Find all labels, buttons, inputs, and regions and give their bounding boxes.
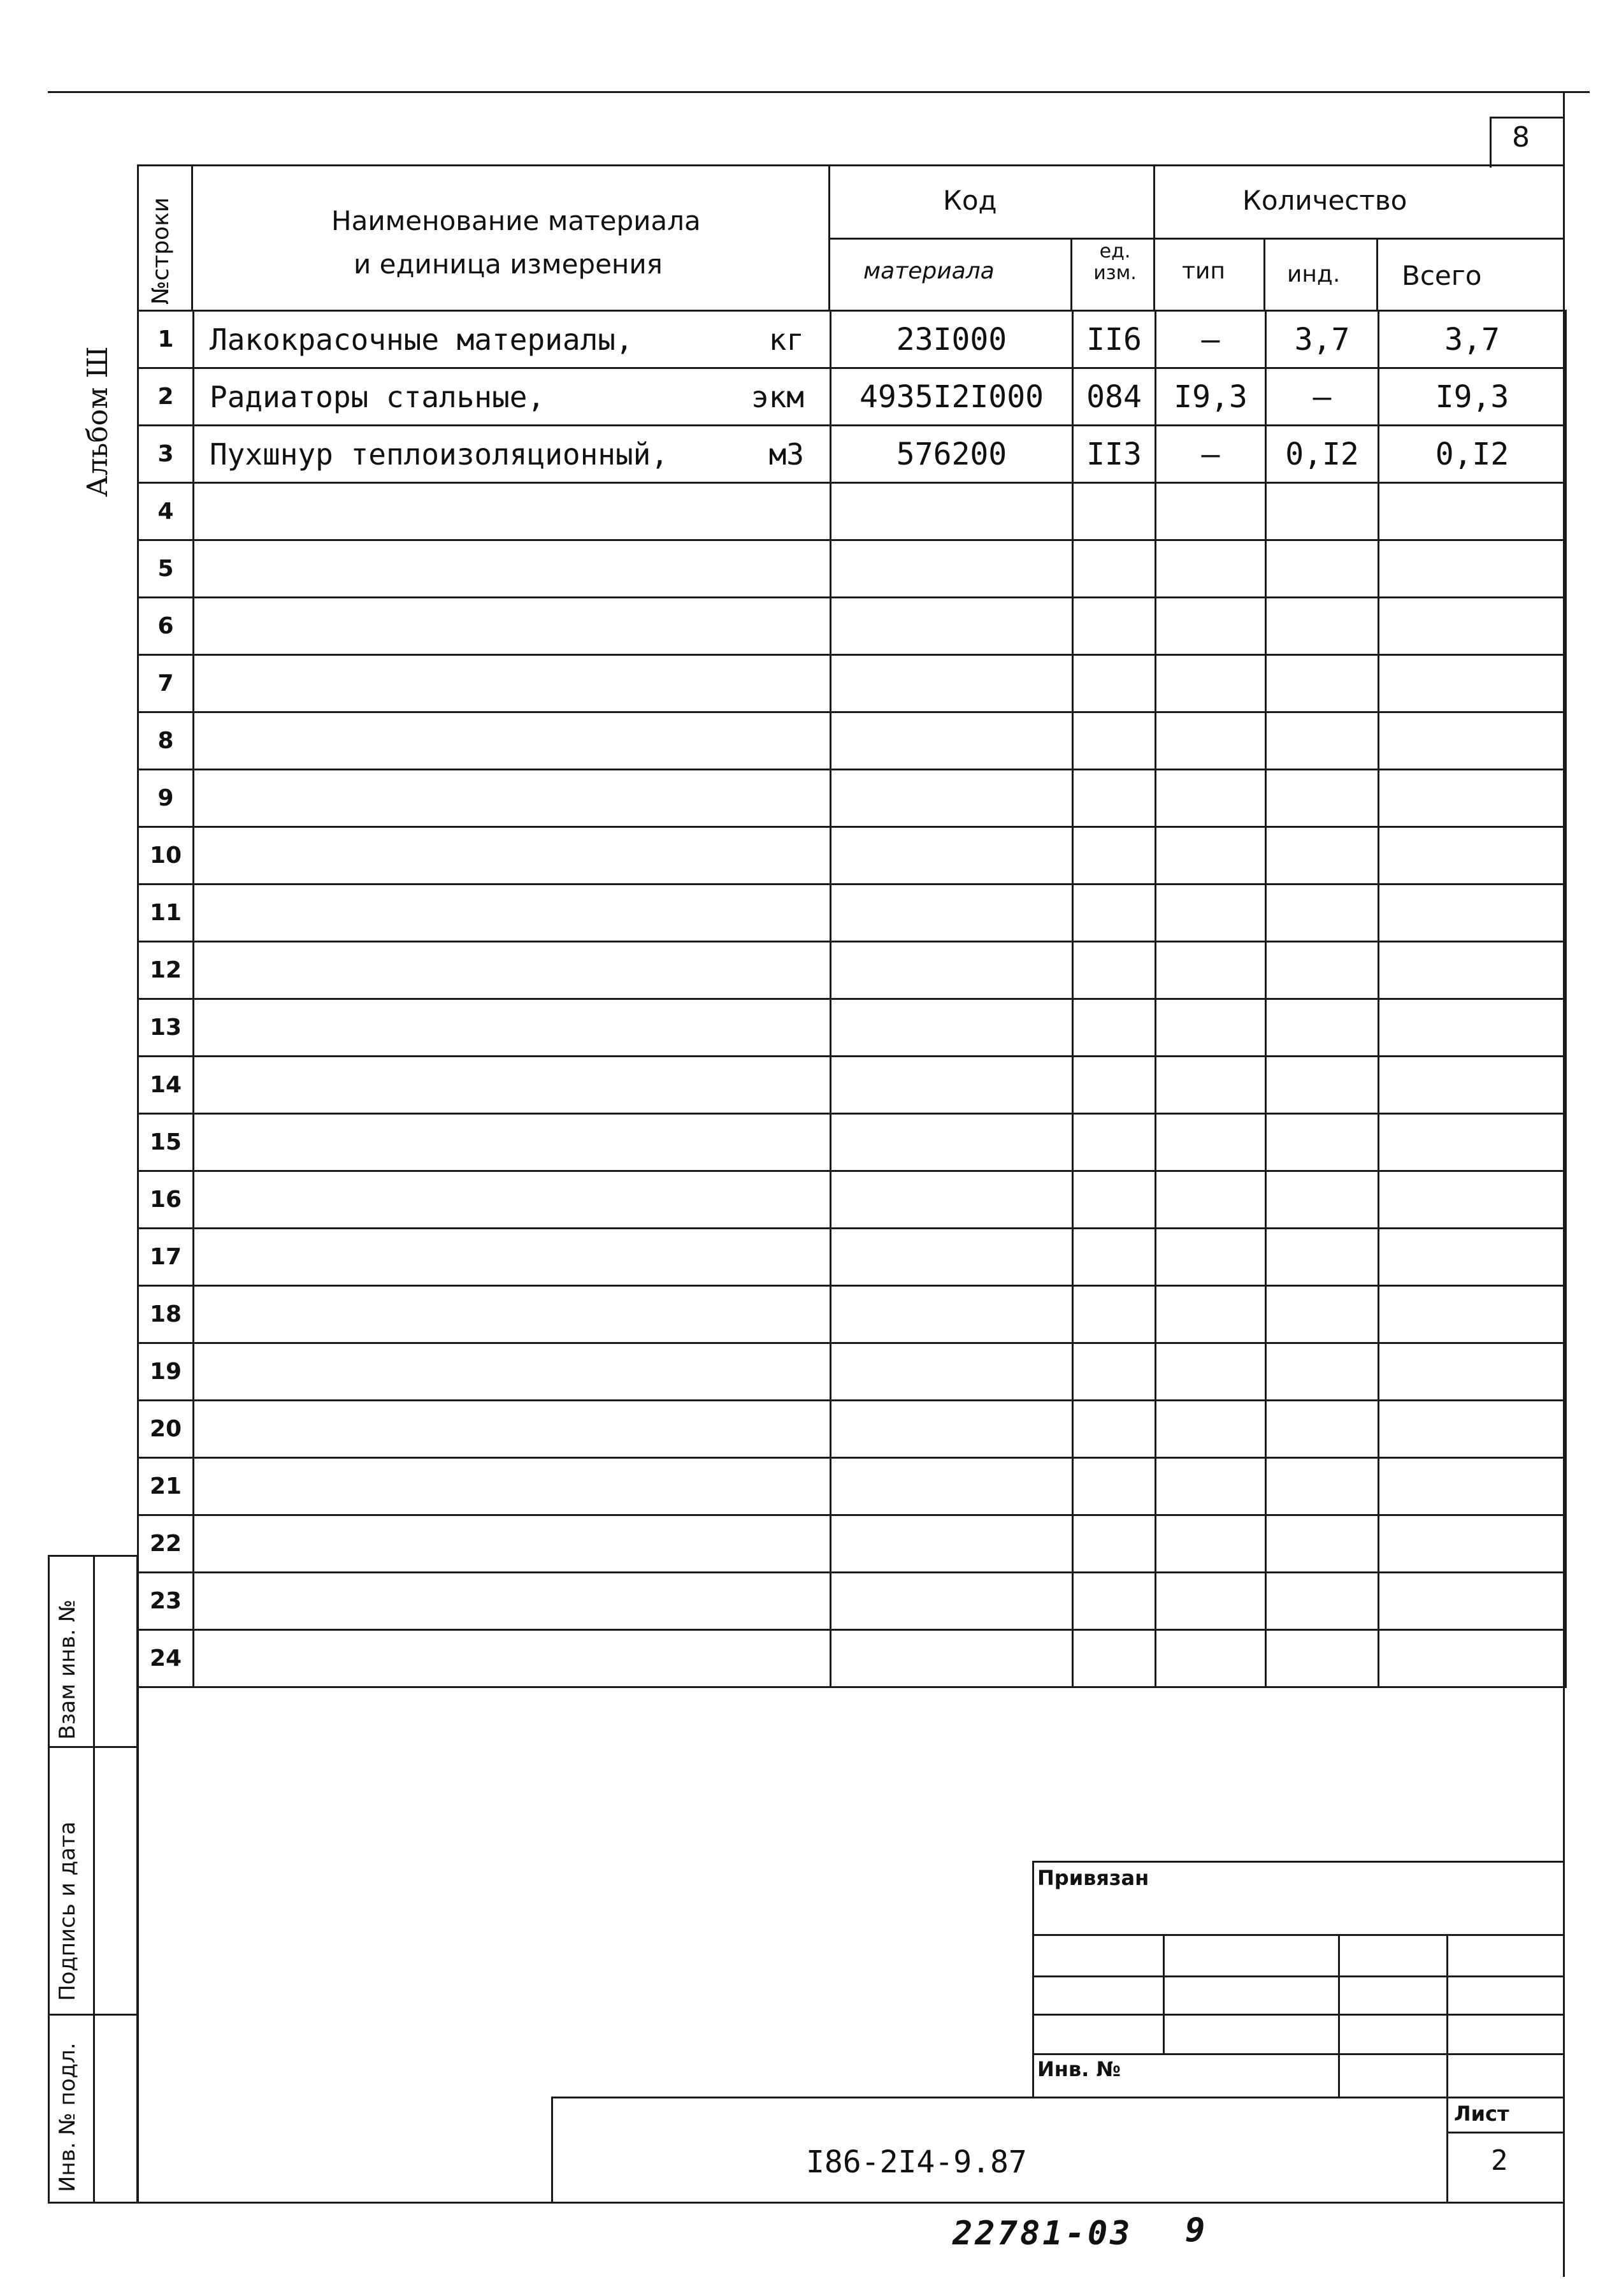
qty-ind — [1266, 655, 1379, 712]
material-name-cell — [194, 1286, 831, 1343]
qty-total — [1379, 1515, 1566, 1573]
qty-total — [1379, 598, 1566, 655]
unit-code: 084 — [1073, 368, 1156, 426]
unit-code — [1073, 655, 1156, 712]
material-name-cell — [194, 1171, 831, 1229]
unit-code — [1073, 942, 1156, 999]
qty-ind-header: инд. — [1287, 261, 1341, 287]
qty-ind — [1266, 712, 1379, 770]
material-name-cell — [194, 426, 831, 483]
row-number: 13 — [138, 999, 194, 1057]
qty-ind: 3,7 — [1266, 311, 1379, 368]
material-code — [831, 1630, 1073, 1687]
unit-code — [1073, 1171, 1156, 1229]
qty-type: – — [1156, 311, 1266, 368]
qty-type — [1156, 1573, 1266, 1630]
table-row — [138, 1515, 1566, 1573]
material-name-cell — [194, 311, 831, 368]
material-code — [831, 827, 1073, 884]
row-number: 11 — [138, 884, 194, 942]
material-code — [831, 1171, 1073, 1229]
qty-type — [1156, 1057, 1266, 1114]
top-rule — [48, 91, 1590, 93]
material-code — [831, 1057, 1073, 1114]
material-name-cell — [194, 1515, 831, 1573]
sheet-label: Лист — [1454, 2102, 1509, 2126]
table-row — [138, 483, 1566, 540]
qty-total — [1379, 712, 1566, 770]
qty-total — [1379, 1114, 1566, 1171]
qty-total: 3,7 — [1379, 311, 1566, 368]
material-name-cell — [194, 942, 831, 999]
qty-ind — [1266, 1286, 1379, 1343]
material-name-cell — [194, 1458, 831, 1515]
material-code — [831, 1343, 1073, 1401]
qty-type — [1156, 540, 1266, 598]
qty-ind — [1266, 884, 1379, 942]
unit-code — [1073, 1515, 1156, 1573]
row-number: 5 — [138, 540, 194, 598]
unit-code — [1073, 540, 1156, 598]
material-name-cell — [194, 1573, 831, 1630]
table-row — [138, 1401, 1566, 1458]
material-code — [831, 483, 1073, 540]
material-name-cell — [194, 1057, 831, 1114]
material-code — [831, 712, 1073, 770]
material-name-cell — [194, 655, 831, 712]
row-number: 18 — [138, 1286, 194, 1343]
unit-code — [1073, 770, 1156, 827]
row-number: 14 — [138, 1057, 194, 1114]
unit-code — [1073, 712, 1156, 770]
qty-total — [1379, 942, 1566, 999]
qty-total — [1379, 1057, 1566, 1114]
code-material-header: материала — [863, 258, 995, 284]
table-row — [138, 942, 1566, 999]
qty-type — [1156, 1515, 1266, 1573]
name-header-line1: Наименование материала — [331, 205, 701, 236]
qty-ind — [1266, 540, 1379, 598]
qty-ind — [1266, 598, 1379, 655]
materials-table — [137, 310, 1567, 1688]
qty-total — [1379, 483, 1566, 540]
qty-ind — [1266, 1630, 1379, 1687]
material-unit: м3 — [768, 437, 804, 472]
unit-code — [1073, 1343, 1156, 1401]
material-name-cell — [194, 884, 831, 942]
unit-code — [1073, 1286, 1156, 1343]
row-number: 17 — [138, 1229, 194, 1286]
material-name-cell — [194, 1229, 831, 1286]
page-number: 8 — [1512, 121, 1530, 154]
row-number: 2 — [138, 368, 194, 426]
table-row — [138, 426, 1566, 483]
table-row — [138, 1114, 1566, 1171]
qty-ind — [1266, 1573, 1379, 1630]
unit-code: II6 — [1073, 311, 1156, 368]
unit-code — [1073, 999, 1156, 1057]
qty-ind — [1266, 1343, 1379, 1401]
qty-type — [1156, 1343, 1266, 1401]
table-row — [138, 1573, 1566, 1630]
stamp-inv-replaced: Взам инв. № — [55, 1599, 80, 1740]
table-row — [138, 540, 1566, 598]
material-name-cell — [194, 770, 831, 827]
material-code — [831, 770, 1073, 827]
qty-ind: 0,I2 — [1266, 426, 1379, 483]
material-name-cell — [194, 712, 831, 770]
qty-type — [1156, 1401, 1266, 1458]
material-name-cell — [194, 540, 831, 598]
qty-type: – — [1156, 426, 1266, 483]
quantity-header: Количество — [1242, 185, 1407, 216]
table-row — [138, 1057, 1566, 1114]
material-code — [831, 942, 1073, 999]
material-name-cell — [194, 368, 831, 426]
table-row — [138, 770, 1566, 827]
row-number: 3 — [138, 426, 194, 483]
qty-ind — [1266, 483, 1379, 540]
unit-code — [1073, 827, 1156, 884]
qty-type — [1156, 770, 1266, 827]
table-row — [138, 1458, 1566, 1515]
qty-type — [1156, 1171, 1266, 1229]
material-code — [831, 1515, 1073, 1573]
qty-type — [1156, 999, 1266, 1057]
qty-total — [1379, 1171, 1566, 1229]
unit-code — [1073, 1229, 1156, 1286]
bound-label: Привязан — [1037, 1866, 1149, 1890]
qty-ind — [1266, 1515, 1379, 1573]
qty-total — [1379, 1343, 1566, 1401]
material-code — [831, 1229, 1073, 1286]
qty-ind — [1266, 1171, 1379, 1229]
table-row — [138, 1229, 1566, 1286]
qty-total: I9,3 — [1379, 368, 1566, 426]
row-number: 21 — [138, 1458, 194, 1515]
material-unit: экм — [751, 379, 804, 414]
qty-type: I9,3 — [1156, 368, 1266, 426]
material-code — [831, 655, 1073, 712]
table-row — [138, 712, 1566, 770]
qty-ind — [1266, 1229, 1379, 1286]
material-name-cell — [194, 1114, 831, 1171]
qty-total — [1379, 1458, 1566, 1515]
qty-total — [1379, 827, 1566, 884]
qty-type-header: тип — [1182, 258, 1225, 284]
row-number: 8 — [138, 712, 194, 770]
table-row — [138, 598, 1566, 655]
qty-ind — [1266, 942, 1379, 999]
footer-page: 9 — [1185, 2211, 1205, 2249]
row-number: 15 — [138, 1114, 194, 1171]
row-number: 23 — [138, 1573, 194, 1630]
row-number: 10 — [138, 827, 194, 884]
qty-type — [1156, 483, 1266, 540]
material-name-cell — [194, 483, 831, 540]
table-row — [138, 827, 1566, 884]
qty-total — [1379, 540, 1566, 598]
qty-total: 0,I2 — [1379, 426, 1566, 483]
row-number: 9 — [138, 770, 194, 827]
stamp-signature-date: Подпись и дата — [55, 1821, 80, 2001]
table-row — [138, 368, 1566, 426]
qty-type — [1156, 1286, 1266, 1343]
qty-type — [1156, 1229, 1266, 1286]
qty-total — [1379, 999, 1566, 1057]
row-number: 16 — [138, 1171, 194, 1229]
album-label: Альбом Ш — [82, 346, 114, 497]
unit-code — [1073, 1573, 1156, 1630]
unit-code — [1073, 598, 1156, 655]
table-row — [138, 1286, 1566, 1343]
material-code — [831, 598, 1073, 655]
qty-total — [1379, 770, 1566, 827]
material-code — [831, 1114, 1073, 1171]
material-name: Пухшнур теплоизоляционный, — [210, 437, 669, 472]
unit-code — [1073, 1057, 1156, 1114]
qty-type — [1156, 942, 1266, 999]
inv-no-label: Инв. № — [1037, 2057, 1121, 2081]
table-row — [138, 655, 1566, 712]
row-number: 19 — [138, 1343, 194, 1401]
material-name-cell — [194, 1343, 831, 1401]
row-number: 1 — [138, 311, 194, 368]
table-row — [138, 1171, 1566, 1229]
qty-ind: – — [1266, 368, 1379, 426]
row-number: 20 — [138, 1401, 194, 1458]
qty-total — [1379, 655, 1566, 712]
qty-total — [1379, 1630, 1566, 1687]
row-number: 22 — [138, 1515, 194, 1573]
qty-ind — [1266, 1057, 1379, 1114]
material-name-cell — [194, 827, 831, 884]
qty-total-header: Всего — [1402, 260, 1482, 291]
qty-type — [1156, 884, 1266, 942]
row-number-header: №строки — [148, 197, 174, 305]
row-number: 4 — [138, 483, 194, 540]
code-header: Код — [943, 185, 997, 216]
table-row — [138, 884, 1566, 942]
qty-ind — [1266, 770, 1379, 827]
material-name: Радиаторы стальные, — [210, 379, 545, 414]
qty-total — [1379, 1229, 1566, 1286]
material-code — [831, 1286, 1073, 1343]
stamp-inv-original: Инв. № подл. — [55, 2042, 80, 2192]
qty-type — [1156, 712, 1266, 770]
row-number: 12 — [138, 942, 194, 999]
table-row — [138, 1343, 1566, 1401]
unit-code — [1073, 1401, 1156, 1458]
qty-type — [1156, 1458, 1266, 1515]
material-code — [831, 1573, 1073, 1630]
row-number: 6 — [138, 598, 194, 655]
row-number: 7 — [138, 655, 194, 712]
material-unit: кг — [768, 322, 804, 357]
qty-ind — [1266, 1114, 1379, 1171]
material-code — [831, 999, 1073, 1057]
qty-ind — [1266, 999, 1379, 1057]
qty-ind — [1266, 1401, 1379, 1458]
table-row — [138, 999, 1566, 1057]
qty-total — [1379, 1286, 1566, 1343]
table-row — [138, 311, 1566, 368]
document-code: I86-2I4-9.87 — [806, 2144, 1027, 2180]
unit-code — [1073, 483, 1156, 540]
table-row — [138, 1630, 1566, 1687]
material-name: Лакокрасочные материалы, — [210, 322, 633, 357]
material-code — [831, 1458, 1073, 1515]
material-code: 576200 — [831, 426, 1073, 483]
unit-code — [1073, 1114, 1156, 1171]
code-unit-header: ед. изм. — [1093, 240, 1137, 284]
row-number: 24 — [138, 1630, 194, 1687]
qty-total — [1379, 1401, 1566, 1458]
qty-type — [1156, 655, 1266, 712]
material-name-cell — [194, 999, 831, 1057]
material-code — [831, 884, 1073, 942]
qty-total — [1379, 884, 1566, 942]
qty-type — [1156, 598, 1266, 655]
material-name-cell — [194, 598, 831, 655]
sheet-number: 2 — [1491, 2144, 1508, 2177]
unit-code: II3 — [1073, 426, 1156, 483]
qty-total — [1379, 1573, 1566, 1630]
material-code — [831, 1401, 1073, 1458]
qty-type — [1156, 827, 1266, 884]
unit-code — [1073, 1458, 1156, 1515]
qty-ind — [1266, 827, 1379, 884]
material-code: 4935I2I000 — [831, 368, 1073, 426]
material-code: 23I000 — [831, 311, 1073, 368]
name-header-line2: и единица измерения — [354, 249, 663, 280]
material-name-cell — [194, 1401, 831, 1458]
qty-type — [1156, 1630, 1266, 1687]
unit-code — [1073, 1630, 1156, 1687]
material-code — [831, 540, 1073, 598]
qty-type — [1156, 1114, 1266, 1171]
qty-ind — [1266, 1458, 1379, 1515]
unit-code — [1073, 884, 1156, 942]
material-name-cell — [194, 1630, 831, 1687]
footer-number: 22781-03 — [953, 2214, 1133, 2253]
